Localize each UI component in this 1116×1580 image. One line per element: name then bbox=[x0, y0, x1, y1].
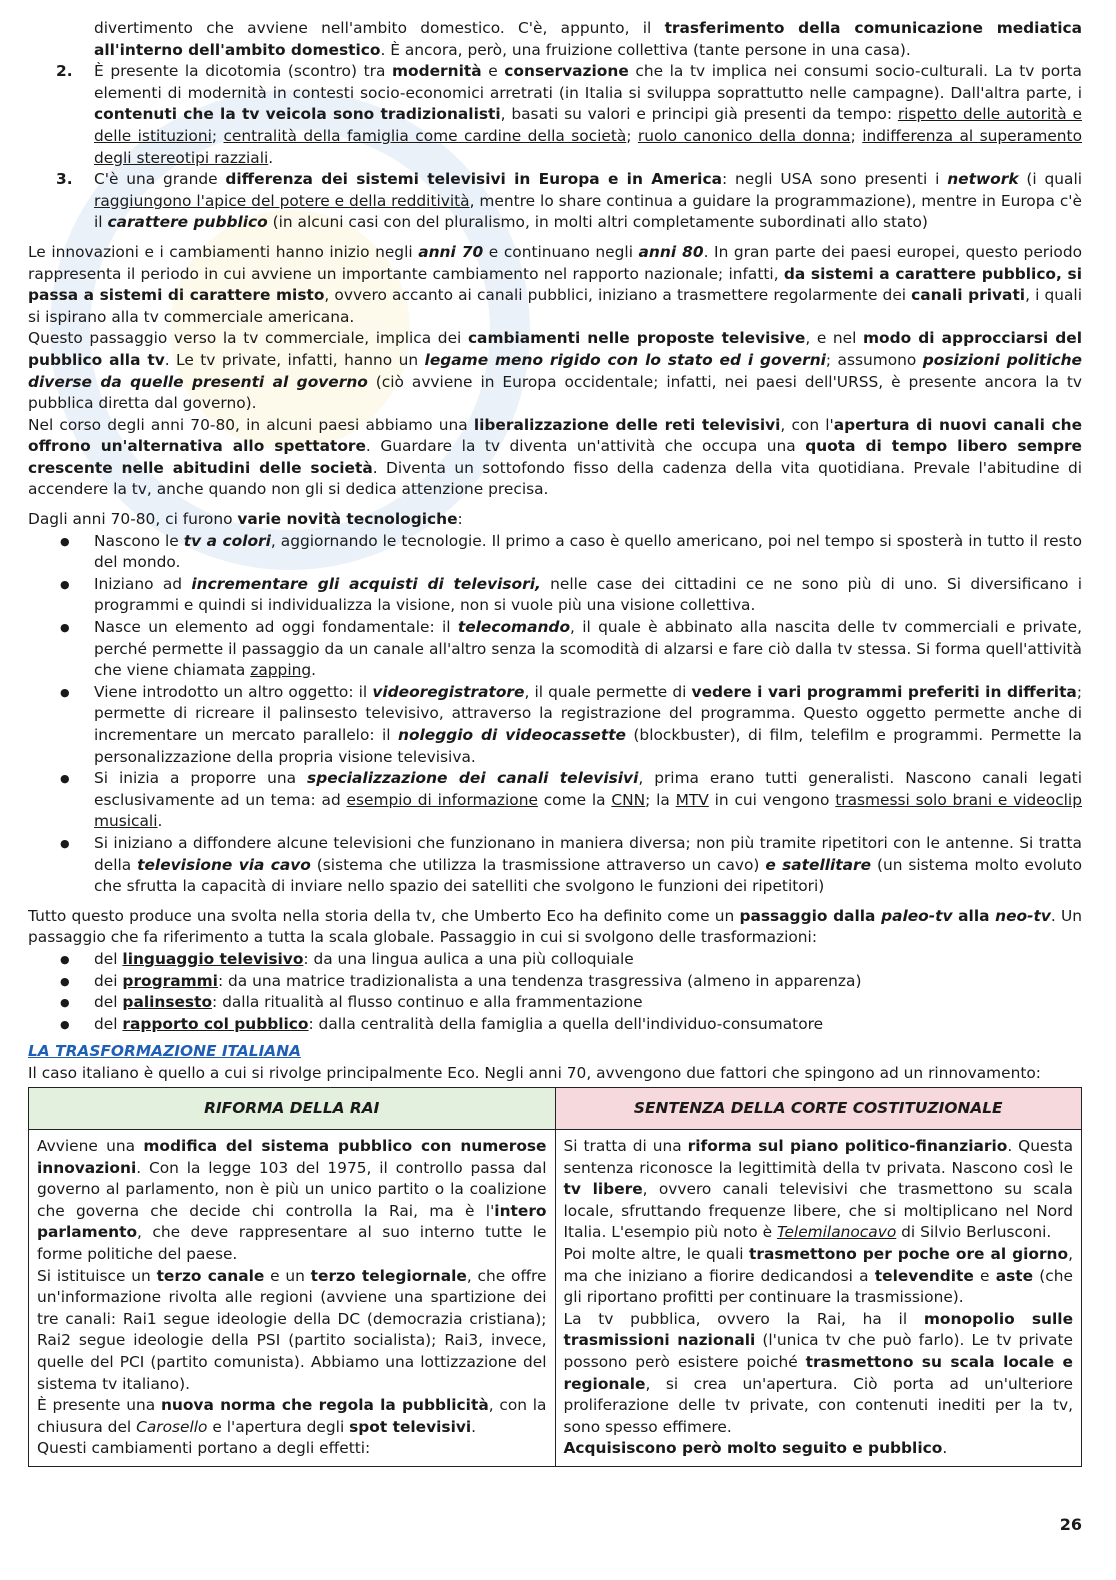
paragraph-eco: Tutto questo produce una svolta nella storia della tv, che Umberto Eco ha definito come un passaggio dalla paleo-tv alla neo-tv. Un passaggio che fa riferimento a tutta la scala globale. Passaggio in cui si svolgono delle trasformazioni: bbox=[28, 906, 1082, 947]
list-item: ● Nascono le tv a colori, aggiornando le tecnologie. Il primo a caso è quello americano, poi nel tempo si sposterà in tutto il resto del mondo. bbox=[94, 531, 1082, 574]
table-cell-left: Avviene una modifica del sistema pubblico con numerose innovazioni. Con la legge 103 del 1975, il controllo passa dal governo al parlamento, non è più un unico partito o la coalizione che governa che decide chi controlla la Rai, ma è l'intero parlamento, che deve rappresentare al suo interno tutte le forme politiche del paese. Si istituisce un terzo canale e un terzo telegiornale, che offre un'informazione rivolta alle regioni (avviene una spartizione dei tre canali: Rai1 segue ideologie della DC (democrazia cristiana); Rai2 segue ideologie della PSI (partito socialista); Rai3, invece, quelle del PCI (partito comunista). Abbiamo una lottizzazione del sistema tv italiano). È presente una nuova norma che regola la pubblicità, con la chiusura del Carosello e l'apertura degli spot televisivi. Questi cambiamenti portano a degli effetti: bbox=[29, 1130, 556, 1467]
list-item-3: 3. C'è una grande differenza dei sistemi televisivi in Europa e in America: negli USA sono presenti i network (i quali raggiungono l'apice del potere e della redditività, mentre lo share continua a guidare la programmazione), mentre in Europa c'è il carattere pubblico (in alcuni casi con del pluralismo, in molti altri completamente subordinati allo stato) bbox=[56, 170, 1083, 232]
list-item-1-continuation: divertimento che avviene nell'ambito domestico. C'è, appunto, il trasferimento della comunicazione mediatica all'interno dell'ambito domestico. È ancora, però, una fruizione collettiva (tante persone in una casa). bbox=[94, 19, 1082, 59]
list-item: ● Iniziano ad incrementare gli acquisti di televisori, nelle case dei cittadini ce ne sono più di uno. Si diversificano i programmi e quindi si individualizza la visione, non si vuole più una visione collettiva. bbox=[94, 574, 1082, 617]
table-cell-right: Si tratta di una riforma sul piano politico-finanziario. Questa sentenza riconosce la legittimità della tv privata. Nascono così le tv libere, ovvero canali televisivi che trasmettono su scala locale, sfruttando frequenze libere, che si moltiplicano nel Nord Italia. L'esempio più noto è Telemilanocavo di Silvio Berlusconi. Poi molte altre, le quali trasmettono per poche ore al giorno, ma che iniziano a fiorire dedicandosi a televendite e aste (che gli riportano profitti per continuare la trasmissione). La tv pubblica, ovvero la Rai, ha il monopolio sulle trasmissioni nazionali (l'unica tv che può farlo). Le tv private possono però esistere poiché trasmettono su scala locale e regionale, si crea un'apertura. Ciò porta ad un'ulteriore proliferazione delle tv private, con contenuti inediti per la tv, sono spesso effimere. Acquisiscono però molto seguito e pubblico. bbox=[555, 1130, 1082, 1467]
page-number: 26 bbox=[1059, 1515, 1082, 1534]
section-intro: Il caso italiano è quello a cui si rivolge principalmente Eco. Negli anni 70, avvengono due fattori che spingono ad un rinnovamento: bbox=[28, 1063, 1041, 1082]
list-item: ● dei programmi: da una matrice tradizionalista a una tendenza trasgressiva (almeno in apparenza) bbox=[94, 971, 1082, 993]
list-item: ● del rapporto col pubblico: dalla centralità della famiglia a quella dell'individuo-consumatore bbox=[94, 1014, 1082, 1036]
paragraph-tech-lead: Dagli anni 70-80, ci furono varie novità tecnologiche: bbox=[28, 510, 463, 529]
list-item: ● Nasce un elemento ad oggi fondamentale: il telecomando, il quale è abbinato alla nascita delle tv commerciali e private, perché permette il passaggio da un canale all'altro senza la scomodità di alzarsi e fare ciò dalla tv stessa. Si forma quell'attività che viene chiamata zapping. bbox=[94, 617, 1082, 682]
list-item: ● Viene introdotto un altro oggetto: il videoregistratore, il quale permette di vedere i vari programmi preferiti in differita; permette di ricreare il palinsesto televisivo, attraverso la registrazione del programma. Questo oggetto permette anche di incrementare un mercato parallelo: il noleggio di videocassette (blockbuster), di film, telefilm e programmi. Permette la personalizzazione della propria visione televisiva. bbox=[94, 682, 1082, 768]
comparison-table bbox=[28, 1087, 1082, 1468]
eco-bullet-list bbox=[28, 949, 1082, 1035]
list-item: ● del palinsesto: dalla ritualità al flusso continuo e alla frammentazione bbox=[94, 992, 1082, 1014]
section-title: LA TRASFORMAZIONE ITALIANA bbox=[28, 1042, 301, 1061]
list-item: ● Si inizia a proporre una specializzazione dei canali televisivi, prima erano tutti generalisti. Nascono canali legati esclusivamente ad un tema: ad esempio di informazione come la CNN; la MTV in cui vengono trasmessi solo brani e videoclip musicali. bbox=[94, 768, 1082, 833]
table-header-left: RIFORMA DELLA RAI bbox=[29, 1087, 556, 1130]
list-number: 3. bbox=[56, 170, 73, 189]
document-page bbox=[28, 18, 1082, 1467]
paragraph-innovations: Le innovazioni e i cambiamenti hanno inizio negli anni 70 e continuano negli anni 80. In gran parte dei paesi europei, questo periodo rappresenta il periodo in cui avviene un importante cambiamento nel rapporto nazionale; infatti, da sistemi a carattere pubblico, si passa a sistemi di carattere misto, ovvero accanto ai canali pubblici, iniziano a trasmettere regolarmente dei canali privati, i quali si ispirano alla tv commerciale americana. bbox=[28, 242, 1082, 326]
table-header-right: SENTENZA DELLA CORTE COSTITUZIONALE bbox=[555, 1087, 1082, 1130]
list-item-2: 2. È presente la dicotomia (scontro) tra modernità e conservazione che la tv implica nei consumi socio-culturali. La tv porta elementi di modernità in contesti socio-economici arretrati (in Italia si sviluppa soprattutto nelle campagne). Dall'altra parte, i contenuti che la tv veicola sono tradizionalisti, basati su valori e principi già presenti da tempo: rispetto delle autorità e delle istituzioni; centralità della famiglia come cardine della società; ruolo canonico della donna; indifferenza al superamento degli stereotipi razziali. bbox=[56, 62, 1083, 167]
list-number: 2. bbox=[56, 62, 73, 81]
paragraph-commercial-tv: Questo passaggio verso la tv commerciale, implica dei cambiamenti nelle proposte televisive, e nel modo di approcciarsi del pubblico alla tv. Le tv private, infatti, hanno un legame meno rigido con lo stato ed i governi; assumono posizioni politiche diverse da quelle presenti al governo (ciò avviene in Europa occidentale; infatti, nei paesi dell'URSS, è presente ancora la tv pubblica diretta dal governo). bbox=[28, 329, 1082, 413]
paragraph-liberalization: Nel corso degli anni 70-80, in alcuni paesi abbiamo una liberalizzazione delle reti televisivi, con l'apertura di nuovi canali che offrono un'alternativa allo spettatore. Guardare la tv diventa un'attività che occupa una quota di tempo libero sempre crescente nelle abitudini delle società. Diventa un sottofondo fisso della cadenza della vita quotidiana. Prevale l'abitudine di accendere la tv, anche quando non gli si dedica attenzione precisa. bbox=[28, 415, 1083, 499]
list-item: ● del linguaggio televisivo: da una lingua aulica a una più colloquiale bbox=[94, 949, 1082, 971]
tech-bullet-list bbox=[28, 531, 1082, 898]
numbered-list-continued bbox=[28, 18, 1082, 234]
list-item: ● Si iniziano a diffondere alcune televisioni che funzionano in maniera diversa; non più tramite ripetitori con le antenne. Si tratta della televisione via cavo (sistema che utilizza la trasmissione attraverso un cavo) e satellitare (un sistema molto evoluto che sfrutta la capacità di inviare nello spazio dei satelliti che svolgono le funzioni dei ripetitori) bbox=[94, 833, 1082, 898]
